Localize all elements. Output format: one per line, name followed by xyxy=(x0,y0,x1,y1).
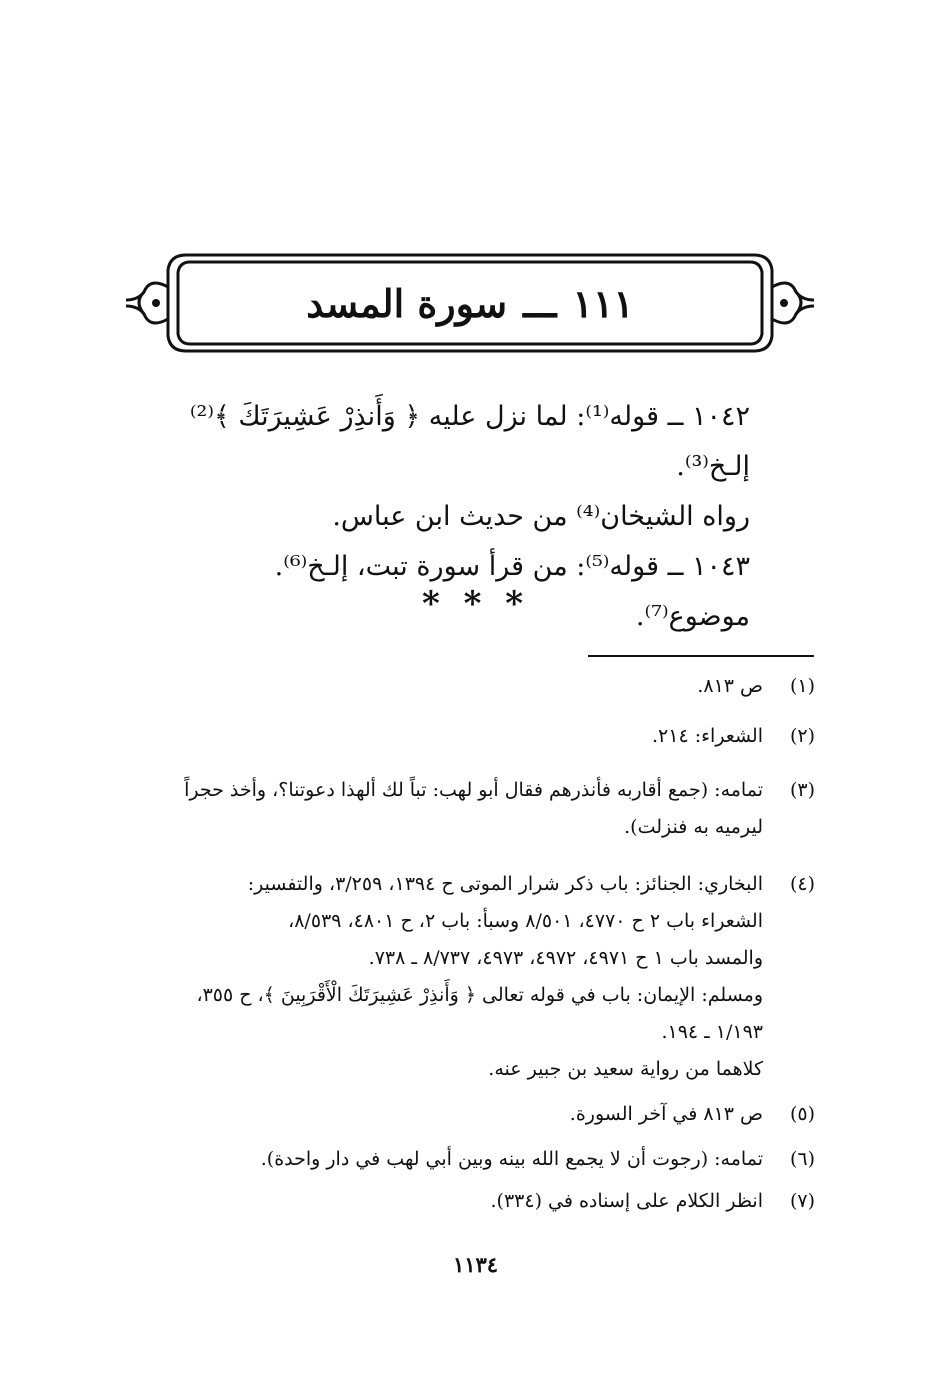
footnote-continuation: ليرميه به فنزلت). xyxy=(624,816,763,838)
footnote-continuation: ١/١٩٣ ـ ١٩٤. xyxy=(661,1021,763,1043)
footnote-text: ص ٨١٣ في آخر السورة. xyxy=(569,1103,763,1125)
footnote-number: (٢) xyxy=(789,725,815,747)
footnote xyxy=(118,866,813,1088)
footnote-text: انظر الكلام على إسناده في (٣٣٤). xyxy=(490,1190,763,1212)
footnote-text: تمامه: (رجوت أن لا يجمع الله بينه وبين أبي لهب في دار واحدة). xyxy=(260,1148,763,1170)
page-number: ١١٣٤ xyxy=(452,1252,499,1277)
footnote-continuation: ومسلم: الإيمان: باب في قوله تعالى ﴿ وَأَنذِرْ عَشِيرَتَكَ الْأَقْرَبِينَ ﴾، ح ٣٥٥، xyxy=(196,984,763,1006)
entry-line: ١٠٤٣ ــ قوله⁽⁵⁾: من قرأ سورة تبت، إلـخ⁽⁶⁾. xyxy=(274,551,750,582)
footnote xyxy=(118,668,813,705)
footnote xyxy=(118,1141,813,1178)
footnote-number: (١) xyxy=(789,675,815,697)
footnote-text: الشعراء: ٢١٤. xyxy=(652,725,763,747)
footnote-text: ص ٨١٣. xyxy=(697,675,763,697)
footnote-continuation: الشعراء باب ٢ ح ٤٧٧٠، ٨/٥٠١ وسبأ: باب ٢، ح ٤٨٠١، ٨/٥٣٩، xyxy=(288,910,763,932)
chapter-title-frame xyxy=(120,252,820,354)
footnote xyxy=(118,772,813,846)
chapter-title xyxy=(120,252,820,354)
footnote-rule xyxy=(588,655,814,657)
footnote xyxy=(118,718,813,755)
entry-line: موضوع⁽⁷⁾. xyxy=(635,601,750,632)
footnote-continuation: كلاهما من رواية سعيد بن جبير عنه. xyxy=(488,1058,763,1080)
footnote-text: البخاري: الجنائز: باب ذكر شرار الموتى ح ١٣٩٤، ٣/٢٥٩، والتفسير: xyxy=(247,873,763,895)
chapter-number: ١١١ xyxy=(572,280,634,326)
footnote-number: (٣) xyxy=(789,779,815,801)
surah-name: سورة المسد xyxy=(306,280,508,326)
entry-line: ١٠٤٢ ــ قوله⁽¹⁾: لما نزل عليه ﴿ وَأَنذِرْ عَشِيرَتَكَ ﴾⁽²⁾ إلـخ⁽³⁾. xyxy=(189,401,750,482)
footnote-number: (٤) xyxy=(789,873,815,895)
footnote-number: (٧) xyxy=(789,1190,815,1212)
footnote xyxy=(118,1183,813,1220)
footnote-text: تمامه: (جمع أقاربه فأنذرهم فقال أبو لهب: تباً لك ألهذا دعوتنا؟، وأخذ حجراً xyxy=(184,779,763,801)
title-dash: ـــ xyxy=(523,280,557,326)
footnote-number: (٥) xyxy=(789,1103,815,1125)
section-separator: * * * xyxy=(421,584,529,624)
footnote-number: (٦) xyxy=(789,1148,815,1170)
footnote xyxy=(118,1096,813,1133)
entry-line: رواه الشيخان⁽⁴⁾ من حديث ابن عباس. xyxy=(332,501,750,532)
footnote-continuation: والمسد باب ١ ح ٤٩٧١، ٤٩٧٢، ٤٩٧٣، ٨/٧٣٧ ـ ٧٣٨. xyxy=(368,947,763,969)
